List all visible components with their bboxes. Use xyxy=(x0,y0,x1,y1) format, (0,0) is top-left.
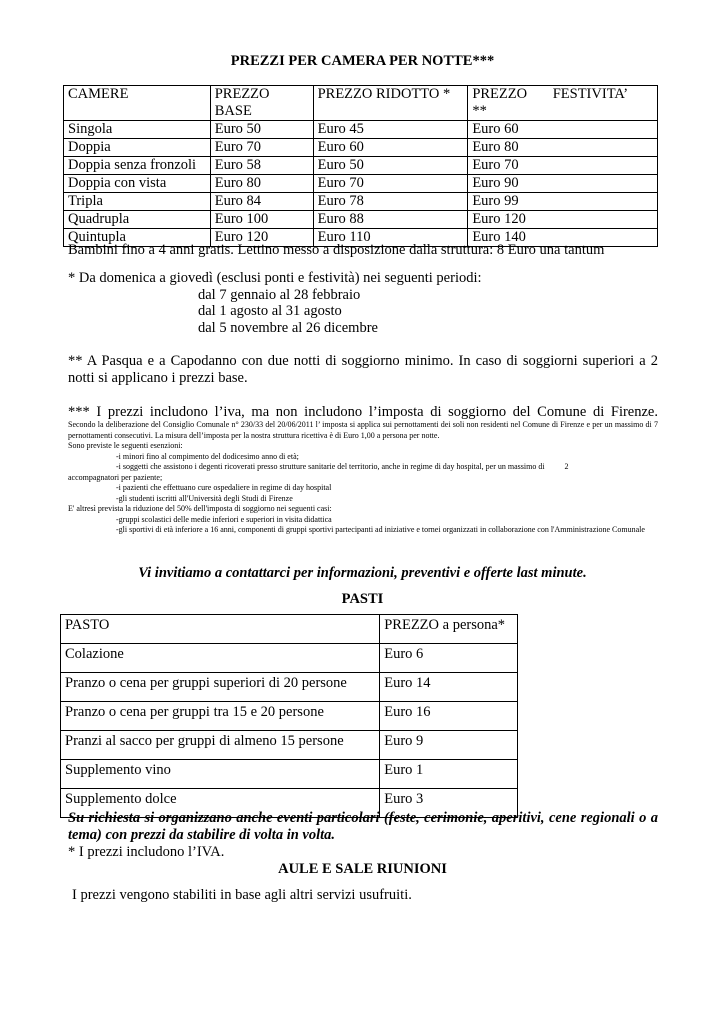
period: dal 7 gennaio al 28 febbraio xyxy=(198,287,361,303)
cell: Euro 140 xyxy=(468,229,658,247)
table-row xyxy=(61,702,518,731)
meeting-rooms-title: AULE E SALE RIUNIONI xyxy=(278,861,447,877)
cell: Quadrupla xyxy=(64,211,211,229)
cell: Pranzo o cena per gruppi superiori di 20 persone xyxy=(61,673,380,702)
cell: Euro 120 xyxy=(210,229,313,247)
cell: Singola xyxy=(64,121,211,139)
table-row xyxy=(64,175,658,193)
header-cell: PREZZO FESTIVITA’ ** xyxy=(468,86,658,121)
cell: Euro 84 xyxy=(210,193,313,211)
cell: Euro 70 xyxy=(210,139,313,157)
cell: Tripla xyxy=(64,193,211,211)
table-row xyxy=(64,139,658,157)
reduced-note: * Da domenica a giovedì (esclusi ponti e festività) nei seguenti periodi: xyxy=(68,270,482,286)
cell: Euro 80 xyxy=(468,139,658,157)
table-row xyxy=(64,157,658,175)
table-header-row xyxy=(64,86,658,121)
cell: Euro 70 xyxy=(313,175,468,193)
tax-line: accompagnatori per paziente; xyxy=(68,472,163,482)
cell: Euro 80 xyxy=(210,175,313,193)
table-header-row xyxy=(61,615,518,644)
cell: Euro 60 xyxy=(313,139,468,157)
tax-paragraph: Secondo la deliberazione del Consiglio Comunale n° 230/33 del 20/06/2011 l’ imposta si applica sui pernottamenti dei soli non residenti nel Comune di Firenze e per un massimo di 7 pernottamenti consecutivi. La misura dell’imposta per la nostra struttura ricettiva è di Euro 1,00 a persona per notte. xyxy=(68,420,658,440)
meals-vat-note: * I prezzi includono l’IVA. xyxy=(68,844,225,860)
table-row xyxy=(61,673,518,702)
tax-line: E' altresì prevista la riduzione del 50% dell'imposta di soggiorno nei seguenti casi: xyxy=(68,504,332,513)
cell: Pranzo o cena per gruppi tra 15 e 20 persone xyxy=(61,702,380,731)
cell: Euro 50 xyxy=(313,157,468,175)
cell: Doppia con vista xyxy=(64,175,211,193)
period: dal 1 agosto al 31 agosto xyxy=(198,303,342,319)
cell: Doppia xyxy=(64,139,211,157)
room-prices-table xyxy=(63,85,658,247)
period: dal 5 novembre al 26 dicembre xyxy=(198,320,378,336)
children-note: Bambini fino a 4 anni gratis. Lettino messo a disposizione dalla struttura: 8 Euro una tantum xyxy=(68,242,605,258)
cell: Doppia senza fronzoli xyxy=(64,157,211,175)
tax-line: -gruppi scolastici delle medie inferiori e superiori in visita didattica xyxy=(116,514,332,524)
header-cell: CAMERE xyxy=(64,86,211,121)
cell: Euro 45 xyxy=(313,121,468,139)
header-cell: PREZZO RIDOTTO * xyxy=(313,86,468,121)
events-note: Su richiesta si organizzano anche eventi particolari (feste, cerimonie, aperitivi, cene regionali o a tema) con prezzi da stabilire di volta in volta. xyxy=(68,810,658,843)
contact-note: Vi invitiamo a contattarci per informazioni, preventivi e offerte last minute. xyxy=(138,565,587,581)
cell: Euro 100 xyxy=(210,211,313,229)
cell: Euro 14 xyxy=(380,673,518,702)
tax-details xyxy=(68,420,658,536)
cell: Euro 50 xyxy=(210,121,313,139)
table-row xyxy=(61,644,518,673)
rooms-title: PREZZI PER CAMERA PER NOTTE*** xyxy=(230,53,495,69)
cell: Euro 3 xyxy=(380,789,518,818)
cell: Euro 16 xyxy=(380,702,518,731)
tax-line: -i soggetti che assistono i degenti ricoverati presso strutture sanitarie del territorio, anche in regime di day hospital, per un massimo di 2 xyxy=(116,462,569,471)
tax-line: -gli studenti iscritti all'Università degli Studi di Firenze xyxy=(116,493,293,503)
header-cell: PREZZO a persona* xyxy=(380,615,518,644)
cell: Euro 60 xyxy=(468,121,658,139)
cell: Colazione xyxy=(61,644,380,673)
cell: Euro 1 xyxy=(380,760,518,789)
table-row xyxy=(61,760,518,789)
table-row xyxy=(61,731,518,760)
cell: Euro 88 xyxy=(313,211,468,229)
cell: Euro 6 xyxy=(380,644,518,673)
cell: Euro 9 xyxy=(380,731,518,760)
cell: Quintupla xyxy=(64,229,211,247)
header-cell: PREZZO BASE xyxy=(210,86,313,121)
cell: Supplemento dolce xyxy=(61,789,380,818)
tax-line: -gli sportivi di età inferiore a 16 anni, componenti di gruppi sportivi partecipanti ad iniziative e tornei organizzati in collaborazione con l'Amministrazione Comunale xyxy=(116,525,645,534)
meal-prices-table xyxy=(60,614,518,818)
holiday-note: ** A Pasqua e a Capodanno con due notti di soggiorno minimo. In caso di soggiorni superiori a 2 notti si applicano i prezzi base. xyxy=(68,353,658,386)
cell: Pranzi al sacco per gruppi di almeno 15 persone xyxy=(61,731,380,760)
cell: Supplemento vino xyxy=(61,760,380,789)
cell: Euro 58 xyxy=(210,157,313,175)
cell: Euro 99 xyxy=(468,193,658,211)
table-row xyxy=(64,211,658,229)
meeting-rooms-text: I prezzi vengono stabiliti in base agli altri servizi usufruiti. xyxy=(72,887,412,903)
table-row xyxy=(64,121,658,139)
tax-line: -i minori fino al compimento del dodicesimo anno di età; xyxy=(116,451,299,461)
cell: Euro 70 xyxy=(468,157,658,175)
cell: Euro 90 xyxy=(468,175,658,193)
tax-line: -i pazienti che effettuano cure ospedaliere in regime di day hospital xyxy=(116,483,332,492)
vat-note: *** I prezzi includono l’iva, ma non includono l’imposta di soggiorno del Comune di Firenze. xyxy=(68,404,658,420)
cell: Euro 78 xyxy=(313,193,468,211)
header-cell: PASTO xyxy=(61,615,380,644)
cell: Euro 120 xyxy=(468,211,658,229)
cell: Euro 110 xyxy=(313,229,468,247)
meals-title: PASTI xyxy=(341,591,384,607)
tax-line: Sono previste le seguenti esenzioni: xyxy=(68,441,183,450)
table-row xyxy=(64,193,658,211)
